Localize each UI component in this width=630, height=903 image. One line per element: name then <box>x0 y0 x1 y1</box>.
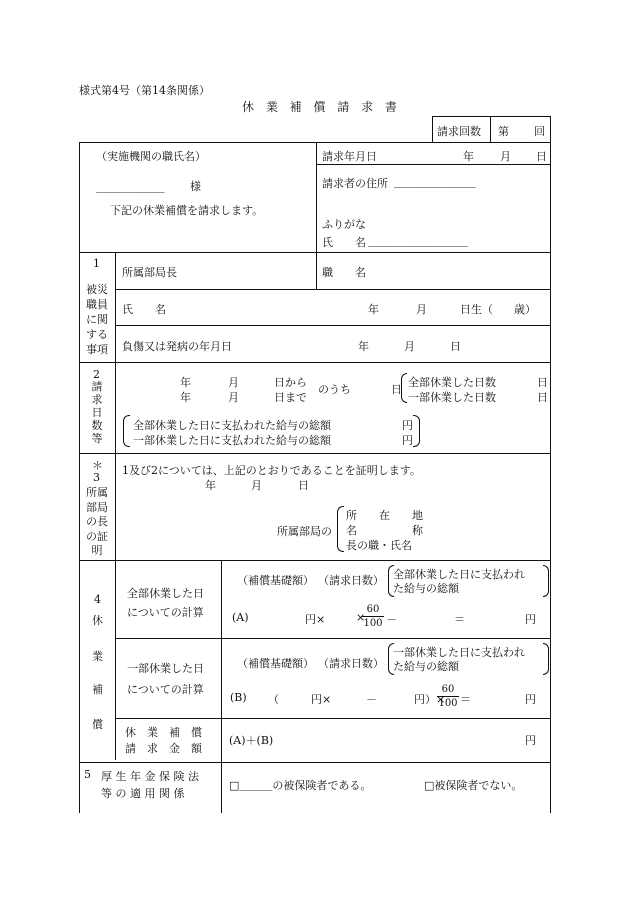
total-label-1: 休 業 補 償 <box>125 726 202 739</box>
form-number: 様式第4号（第14条関係） <box>79 84 210 97</box>
full-paid-total-unit: 円 <box>402 419 413 432</box>
formula-b-yen: 円 <box>525 693 536 706</box>
injury-date-label: 負傷又は発病の年月日 <box>122 340 232 353</box>
location-label: 所 在 地 <box>346 509 423 522</box>
formula-a-minus: － <box>386 613 397 626</box>
full-paid-brace-1: 全部休業した日に支払われ <box>393 568 525 581</box>
section5-number: 5 <box>84 768 91 781</box>
address-label: 請求者の住所 <box>322 177 388 190</box>
furigana-label: ふりがな <box>322 218 366 231</box>
sama-label: 様 <box>190 180 201 193</box>
total-formula: (A)＋(B) <box>229 734 274 747</box>
partial-calc-label-2: についての計算 <box>127 683 204 696</box>
formula-a-times: × <box>356 611 366 624</box>
birth-age: 歳） <box>514 303 536 316</box>
fraction-numerator: 60 <box>441 684 455 695</box>
birth-month: 月 <box>416 303 427 316</box>
formula-a-yen-times: 円× <box>305 613 326 626</box>
section4-title-char-3: 補 <box>92 683 103 696</box>
request-date-year: 年 <box>463 150 474 163</box>
formula-a-equals: ＝ <box>454 613 465 626</box>
page-title: 休 業 補 償 請 求 書 <box>242 100 401 114</box>
employee-name-label: 氏 名 <box>122 303 166 316</box>
claimant-name-label: 氏 名 <box>322 236 366 249</box>
partial-paid-brace-1: 一部休業した日に支払われ <box>393 646 525 659</box>
position-label: 職 名 <box>322 266 366 279</box>
addressee-blank[interactable]: _______________ <box>96 180 164 193</box>
agency-label: （実施機関の職氏名） <box>96 150 206 163</box>
section4-title-char-4: 償 <box>92 718 103 731</box>
formula-b-fraction <box>437 683 459 710</box>
claim-count-label: 請求回数 <box>437 125 481 138</box>
request-text: 下記の休業補償を請求します。 <box>110 204 264 217</box>
formula-a-fraction <box>362 603 384 630</box>
period-to-year: 年 <box>180 391 191 404</box>
birth-day: 日生（ <box>460 303 493 316</box>
section4-title-char-2: 業 <box>92 650 103 663</box>
period-from-year: 年 <box>180 376 191 389</box>
formula-a-label: (A) <box>232 611 249 624</box>
section2-number: 2 <box>93 368 100 381</box>
section3-star: ＊ <box>92 459 103 472</box>
injury-year: 年 <box>358 340 369 353</box>
partial-calc-label-1: 一部休業した日 <box>127 662 204 675</box>
full-calc-label-2: についての計算 <box>127 606 204 619</box>
cert-year: 年 <box>205 479 216 492</box>
injury-day: 日 <box>450 340 461 353</box>
claim-count-dai: 第 <box>498 125 509 138</box>
fraction-denominator: 100 <box>363 618 383 629</box>
full-claim-days-label: （請求日数） <box>318 574 384 587</box>
birth-year: 年 <box>368 303 379 316</box>
section4-number: 4 <box>94 593 101 606</box>
period-to-label: 日まで <box>274 391 307 404</box>
partial-leave-days-label: 一部休業した日数 <box>408 391 496 404</box>
partial-leave-days-unit: 日 <box>537 391 548 404</box>
claimant-name-field[interactable]: ______________________ <box>368 234 467 247</box>
partial-claim-days-label: （請求日数） <box>318 657 384 670</box>
partial-paid-total-label: 一部休業した日に支払われた給与の総額 <box>133 434 331 447</box>
formula-b-open-paren: （ <box>268 693 279 706</box>
address-field[interactable]: __________________ <box>394 175 475 188</box>
period-from-month: 月 <box>228 376 239 389</box>
certification-text: 1及び2については、上記のとおりであることを証明します。 <box>122 464 421 477</box>
insured-checkbox[interactable]: □＿＿＿の被保険者である。 <box>229 779 372 792</box>
total-yen: 円 <box>525 734 536 747</box>
period-to-month: 月 <box>228 391 239 404</box>
dept-name-label: 名 称 <box>346 524 423 537</box>
formula-a-yen: 円 <box>525 613 536 626</box>
partial-paid-total-unit: 円 <box>402 434 413 447</box>
total-days-unit: 日 <box>391 383 402 396</box>
section3-title: 所属部局の長の証明 <box>86 486 108 557</box>
partial-paid-brace-2: た給与の総額 <box>393 660 459 673</box>
head-title-label: 長の職・氏名 <box>346 539 412 552</box>
formula-b-equals: ＝ <box>460 693 471 706</box>
section5-title-1: 厚 生 年 金 保 険 法 <box>101 770 199 783</box>
full-calc-label-1: 全部休業した日 <box>127 587 204 600</box>
period-from-label: 日から <box>274 376 307 389</box>
formula-b-yen-times: 円× <box>311 693 332 706</box>
injury-month: 月 <box>404 340 415 353</box>
formula-b-yen-close-times: 円）× <box>414 693 446 706</box>
full-paid-brace-2: た給与の総額 <box>393 582 459 595</box>
fraction-denominator: 100 <box>438 698 458 709</box>
cert-month: 月 <box>251 479 262 492</box>
section4-title-char-1: 休 <box>92 614 103 627</box>
not-insured-checkbox[interactable]: □被保険者でない。 <box>424 779 523 792</box>
full-leave-days-label: 全部休業した日数 <box>408 376 496 389</box>
section3-number: 3 <box>93 471 100 484</box>
full-base-amount-label: （補償基礎額） <box>237 574 314 587</box>
request-date-day: 日 <box>536 150 547 163</box>
section1-number: 1 <box>93 257 100 270</box>
section2-title: 請求日数等 <box>91 380 103 445</box>
dept-head-label: 所属部局長 <box>122 266 177 279</box>
cert-day: 日 <box>298 479 309 492</box>
formula-b-label: (B) <box>230 691 247 704</box>
request-date-month: 月 <box>500 150 511 163</box>
formula-b-minus: － <box>366 693 377 706</box>
partial-base-amount-label: （補償基礎額） <box>237 657 314 670</box>
total-label-2: 請 求 金 額 <box>125 742 202 755</box>
dept-of-label: 所属部局の <box>277 525 332 538</box>
fraction-numerator: 60 <box>366 604 380 615</box>
section1-title: 被災職員に関する事項 <box>86 283 108 356</box>
request-date-label: 請求年月日 <box>322 150 377 163</box>
of-which-label: のうち <box>318 383 351 396</box>
section5-title-2: 等 の 適 用 関 係 <box>101 787 185 800</box>
claim-count-kai: 回 <box>534 125 545 138</box>
full-leave-days-unit: 日 <box>537 376 548 389</box>
full-paid-total-label: 全部休業した日に支払われた給与の総額 <box>133 419 331 432</box>
